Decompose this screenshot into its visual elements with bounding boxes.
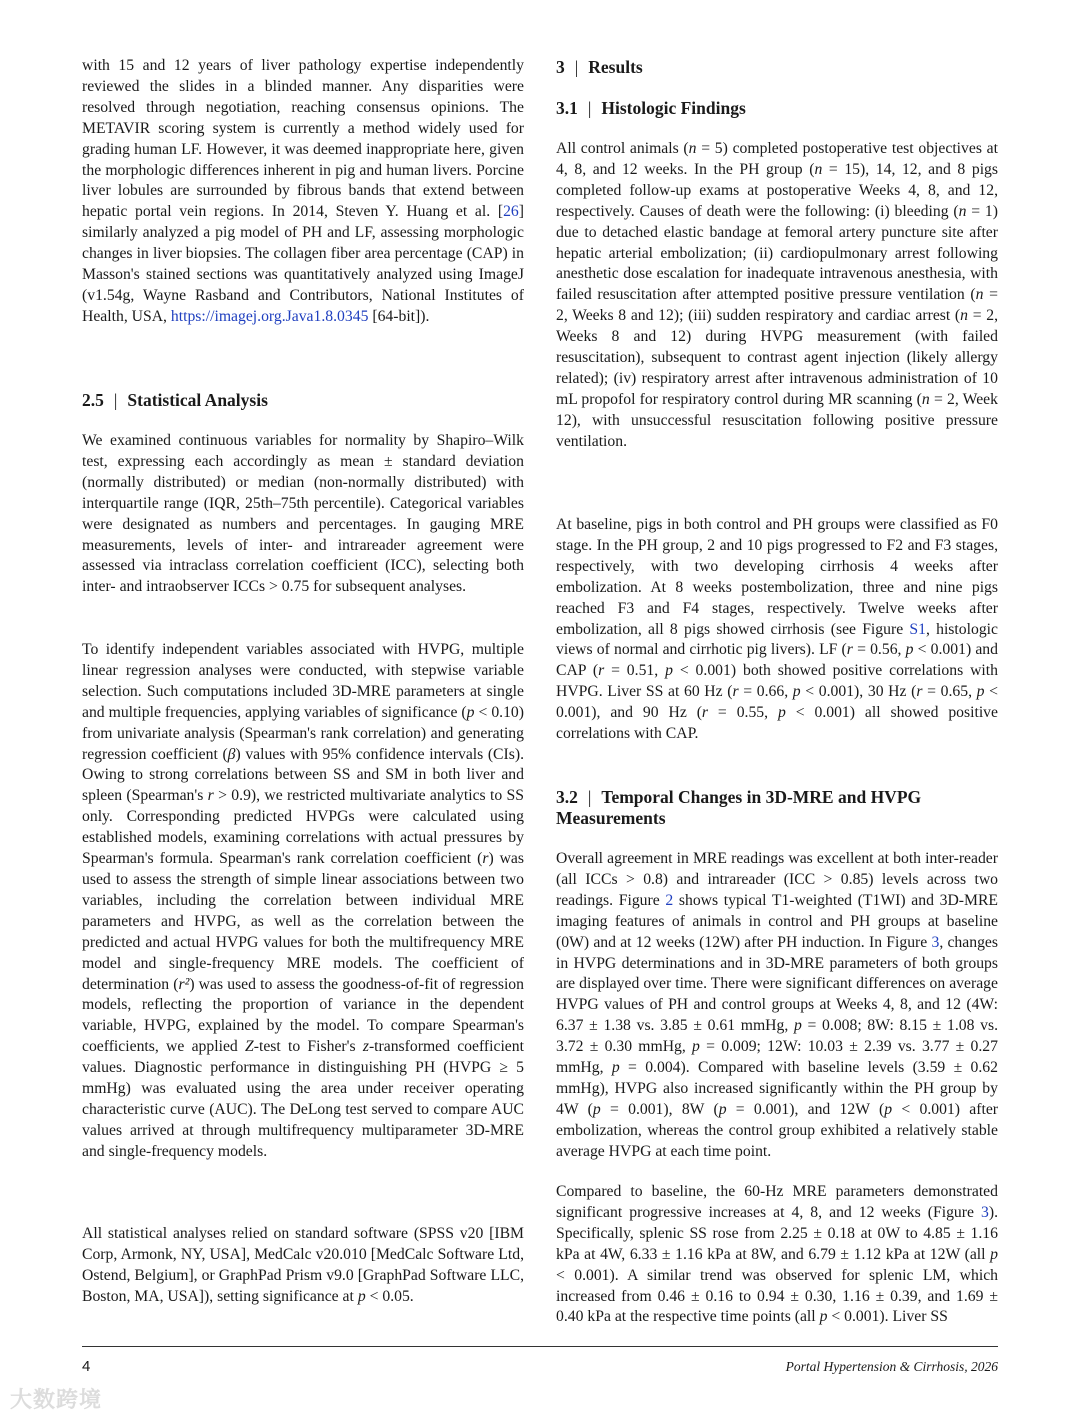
text-run: , changes in HVPG determinations and in 3D-MRE parameters of both groups are displayed over time. There were significant differences on average HVPG values of PH and control groups at Weeks 4, 8, and 12 (4W: 6.37 ± 1.38 vs. 3.85 ± 0.61 mmHg, bbox=[556, 933, 998, 1035]
paragraph-regression bbox=[82, 640, 524, 1163]
italic-symbol: r bbox=[207, 787, 214, 805]
text-run: = 2, Weeks 8 and 12); (iii) sudden respiratory and cardiac arrest ( bbox=[556, 286, 998, 325]
italic-symbol: r bbox=[846, 641, 853, 659]
italic-symbol: p bbox=[990, 1245, 998, 1263]
text-run: < 0.001) all showed positive correlations with CAP. bbox=[556, 704, 998, 743]
italic-symbol: p bbox=[357, 1287, 366, 1305]
italic-symbol: p bbox=[718, 1100, 727, 1118]
text-run: = 2, Weeks 8 and 12) during HVPG measurement (with failed resuscitation), subsequent to contrast agent injection (likely allergy related); (iv) respiratory arrest after intravenous administration of 10 mL propofol for respiratory control during MR scanning ( bbox=[556, 307, 998, 408]
italic-symbol: p bbox=[884, 1100, 893, 1118]
italic-symbol: r bbox=[732, 683, 739, 701]
text-run: -test to Fisher's bbox=[253, 1038, 363, 1056]
section-title: Histologic Findings bbox=[601, 98, 746, 118]
text-run: ) was used to assess the strength of simple linear associations between two variables, including the correlation between individual MRE parameters and HVPG, as well as the correlation between the predicted and actual HVPG values for both the multifrequency MRE model and single-frequency MRE models. The coefficient of determination ( bbox=[82, 850, 524, 993]
italic-symbol: p bbox=[976, 683, 985, 701]
text-run: To identify independent variables associated with HVPG, multiple linear regression analyses were conducted, with stepwise variable selection. Such computations included 3D-MRE parameters at single and multiple frequencies, applying variables of significance ( bbox=[82, 641, 524, 721]
section-title: Results bbox=[588, 57, 643, 77]
text-run: = 2, Week 12), with unsuccessful resuscitation following positive pressure ventilation. bbox=[556, 390, 998, 450]
italic-symbol: r² bbox=[178, 975, 190, 993]
italic-symbol: n bbox=[958, 202, 967, 220]
reference-link[interactable]: 3 bbox=[931, 933, 940, 951]
text-run: = 0.001), 8W ( bbox=[600, 1100, 719, 1118]
italic-symbol: p bbox=[692, 1038, 700, 1056]
italic-symbol: n bbox=[688, 140, 697, 157]
text-run: = 0.51, bbox=[604, 662, 666, 680]
italic-symbol: p bbox=[819, 1308, 828, 1326]
text-run: > 0.9), we restricted multivariate analytics to SS only. Corresponding predicted HVPGs were calculated using established models, examining correlations with actual pressures by Spearman's formula. Spearman's rank correlation coefficient ( bbox=[82, 787, 524, 868]
text-run: < 0.001) after embolization, whereas the control group exhibited a relatively stable average HVPG at each time point. bbox=[556, 1100, 999, 1160]
section-heading-3-1 bbox=[556, 98, 998, 119]
reference-link[interactable]: 2 bbox=[665, 891, 674, 909]
text-run: Overall agreement in MRE readings was excellent at both inter-reader (all ICCs > 0.8) and intrareader (ICC > 0.85) levels across two readings. Figure bbox=[556, 850, 998, 909]
italic-symbol: r bbox=[916, 683, 923, 701]
text-run: We examined continuous variables for normality by Shapiro–Wilk test, expressing each accordingly as mean ± standard deviation (normally distributed) or median (non-normally distributed) with interquartile range (IQR, 25th–75th percentile). Categorical variables were designated as numbers and percentages. In gauging MRE measurements, levels of inter- and intrareader agreement were assessed via intraclass correlation coefficient (ICC), selecting both inter- and intraobserver ICCs > 0.75 for subsequent analyses. bbox=[82, 432, 524, 596]
italic-symbol: β bbox=[227, 745, 236, 763]
section-number: 3 bbox=[556, 57, 565, 77]
reference-link[interactable]: 26 bbox=[503, 203, 519, 221]
footer-divider bbox=[82, 1346, 998, 1347]
section-heading-3-2 bbox=[556, 787, 998, 829]
paragraph-fibrosis-stages bbox=[556, 515, 998, 745]
italic-symbol: r bbox=[482, 850, 489, 868]
text-run: = 15), 14, 12, and 8 pigs completed follow-up exams at postoperative Weeks 4, 8, and 12, respectively. Causes of death were the following: (i) bleeding ( bbox=[556, 160, 998, 220]
section-number: 3.2 bbox=[556, 787, 578, 807]
text-run: ). Specifically, splenic SS rose from 2.25 ± 0.18 at 0W to 4.85 ± 1.16 kPa at 4W, 6.33 ± 1.16 kPa at 8W, and 6.79 ± 1.12 kPa at 12W (all bbox=[556, 1203, 998, 1263]
journal-name: Portal Hypertension & Cirrhosis, 2026 bbox=[785, 1359, 998, 1374]
heading-separator: | bbox=[113, 390, 118, 410]
italic-symbol: n bbox=[975, 286, 984, 304]
italic-symbol: n bbox=[814, 160, 823, 178]
text-run: < 0.10) from univariate analysis (Spearman's rank correlation) and generating regression coefficient ( bbox=[82, 703, 524, 763]
italic-symbol: n bbox=[921, 390, 930, 408]
text-run: All control animals ( bbox=[556, 140, 689, 157]
text-run: < 0.001). Liver SS bbox=[827, 1308, 948, 1326]
italic-symbol: r bbox=[701, 704, 709, 722]
text-run: < 0.001) both showed positive correlations with HVPG. Liver SS at 60 Hz ( bbox=[556, 662, 998, 701]
paragraph-mre-parameters bbox=[556, 1182, 998, 1328]
heading-separator: | bbox=[587, 787, 592, 807]
section-title: Statistical Analysis bbox=[127, 390, 268, 410]
text-run: At baseline, pigs in both control and PH groups were classified as F0 stage. In the PH group, 2 and 10 pigs progressed to F2 and F3 stages, respectively, with two developing cirrhosis 4 weeks after embolization. At 8 weeks postembolization, three and nine pigs reached F3 and F4 stages, respectively. Twelve weeks after embolization, all 8 pigs showed cirrhosis (see Figure bbox=[556, 516, 998, 638]
text-run: = 0.55, bbox=[708, 704, 778, 722]
italic-symbol: Z bbox=[245, 1038, 254, 1056]
text-run: = 0.004). Compared with baseline levels (3.59 ± 0.62 mmHg), HVPG also increased significantly within the PH group by 4W ( bbox=[556, 1059, 998, 1118]
reference-link[interactable]: 3 bbox=[981, 1203, 989, 1221]
paragraph-animals bbox=[556, 139, 998, 453]
text-run: = 0.001), and 12W ( bbox=[726, 1100, 885, 1118]
text-run: < 0.001), and 90 Hz ( bbox=[556, 683, 998, 722]
paragraph-normality bbox=[82, 431, 524, 598]
section-number: 2.5 bbox=[82, 390, 104, 410]
text-run: < 0.05. bbox=[365, 1287, 414, 1305]
italic-symbol: p bbox=[665, 662, 673, 680]
text-run: = 0.008; 8W: 8.15 ± 1.08 vs. 3.72 ± 0.30 mmHg, bbox=[556, 1017, 998, 1056]
section-heading-3 bbox=[556, 57, 998, 78]
text-run: ] similarly analyzed a pig model of PH and LF, assessing morphologic changes in liver biopsies. The collagen fiber area percentage (CAP) in Masson's stained sections was quantitatively analyzed using ImageJ (v1.54g, Wayne Rasband and Contributors, National Institutes of Health, USA, bbox=[82, 203, 524, 325]
text-run: < 0.001) and CAP ( bbox=[556, 641, 998, 680]
reference-link[interactable]: https://imagej.org.Java1.8.0345 bbox=[170, 307, 369, 325]
italic-symbol: p bbox=[592, 1100, 601, 1118]
italic-symbol: p bbox=[777, 704, 786, 722]
text-run: All statistical analyses relied on standard software (SPSS v20 [IBM Corp, Armonk, NY, USA], MedCalc v20.010 [MedCalc Software Ltd, Ostend, Belgium], or GraphPad Prism v9.0 [GraphPad Software LLC, Boston, MA, USA]), setting significance at bbox=[82, 1225, 524, 1305]
paragraph-hvpg-changes bbox=[556, 849, 998, 1163]
section-number: 3.1 bbox=[556, 98, 578, 118]
text-run: Compared to baseline, the 60-Hz MRE parameters demonstrated significant progressive increases at 4, 8, and 12 weeks (Figure bbox=[556, 1183, 998, 1221]
reference-link[interactable]: S1 bbox=[909, 620, 926, 638]
text-run: < 0.001), 30 Hz ( bbox=[800, 683, 917, 701]
italic-symbol: p bbox=[905, 641, 914, 659]
watermark-logo: 大数跨境 bbox=[10, 1388, 103, 1413]
italic-symbol: p bbox=[611, 1059, 620, 1077]
section-heading-2-5 bbox=[82, 390, 524, 411]
section-title: Temporal Changes in 3D-MRE and HVPG Measurements bbox=[556, 787, 922, 828]
text-run: ) values with 95% confidence intervals (CIs). Owing to strong correlations between SS and SM in both liver and spleen (Spearman's bbox=[82, 745, 524, 805]
paragraph-pathology-review bbox=[82, 56, 524, 328]
text-run: -transformed coefficient values. Diagnostic performance in distinguishing PH (HVPG ≥ 5 mmHg) was evaluated using the area under receiver operating characteristic curve (AUC). The DeLong test served to compare AUC values arrived at through multifrequency multiparameter 3D-MRE and single-frequency models. bbox=[82, 1038, 524, 1160]
text-run: = 0.65, bbox=[922, 683, 977, 701]
text-run: , histologic views of normal and cirrhotic pig livers). LF ( bbox=[556, 620, 998, 659]
italic-symbol: p bbox=[792, 683, 801, 701]
text-run: = 0.56, bbox=[852, 641, 906, 659]
italic-symbol: p bbox=[793, 1017, 802, 1035]
heading-separator: | bbox=[574, 57, 579, 77]
text-run: with 15 and 12 years of liver pathology expertise independently reviewed the slides in a blinded manner. Any disparities were resolved through negotiation, reaching consensus opinions. The METAVIR scoring system is currently a method widely used for grading human LF. However, it was deemed inappropriate here, given the morphologic differences inherent in pig and human livers. Porcine liver lobules are surrounded by fibrous bands that extend between hepatic portal vein regions. In 2014, Steven Y. Huang et al. [ bbox=[82, 57, 524, 221]
text-run: shows typical T1-weighted (T1WI) and 3D-MRE imaging features of animals in control and PH groups at baseline (0W) and at 12 weeks (12W) after PH induction. In Figure bbox=[556, 891, 998, 951]
text-run: = 5) completed postoperative test objectives at 4, 8, and 12 weeks. In the PH group ( bbox=[556, 140, 998, 178]
italic-symbol: z bbox=[362, 1038, 369, 1056]
text-run: = 0.009; 12W: 10.03 ± 2.39 vs. 3.77 ± 0.27 mmHg, bbox=[556, 1038, 998, 1077]
page-number: 4 bbox=[82, 1358, 91, 1375]
italic-symbol: p bbox=[466, 703, 475, 721]
text-run: = 1) due to detached elastic bandage at femoral artery puncture site after hepatic arterial embolization; (ii) cardiopulmonary arrest following anesthetic dose escalation for inadequate intravenous anesthesia, with failed resuscitation after attempted positive pressure ventilation ( bbox=[556, 202, 998, 304]
text-run: = 0.66, bbox=[738, 683, 793, 701]
heading-separator: | bbox=[587, 98, 592, 118]
italic-symbol: n bbox=[960, 307, 968, 325]
text-run: ) was used to assess the goodness-of-fit of regression models, reflecting the proportion of variance in the dependent variable, HVPG, explained by the model. To compare Spearman's coefficients, we applied bbox=[82, 975, 524, 1056]
text-run: [64-bit]). bbox=[368, 307, 430, 325]
paragraph-software bbox=[82, 1224, 524, 1308]
italic-symbol: r bbox=[598, 662, 605, 680]
text-run: < 0.001). A similar trend was observed for splenic LM, which increased from 0.46 ± 0.16 to 0.94 ± 0.30, 1.16 ± 0.39, and 1.69 ± 0.40 kPa at the respective time points (all bbox=[556, 1266, 998, 1326]
